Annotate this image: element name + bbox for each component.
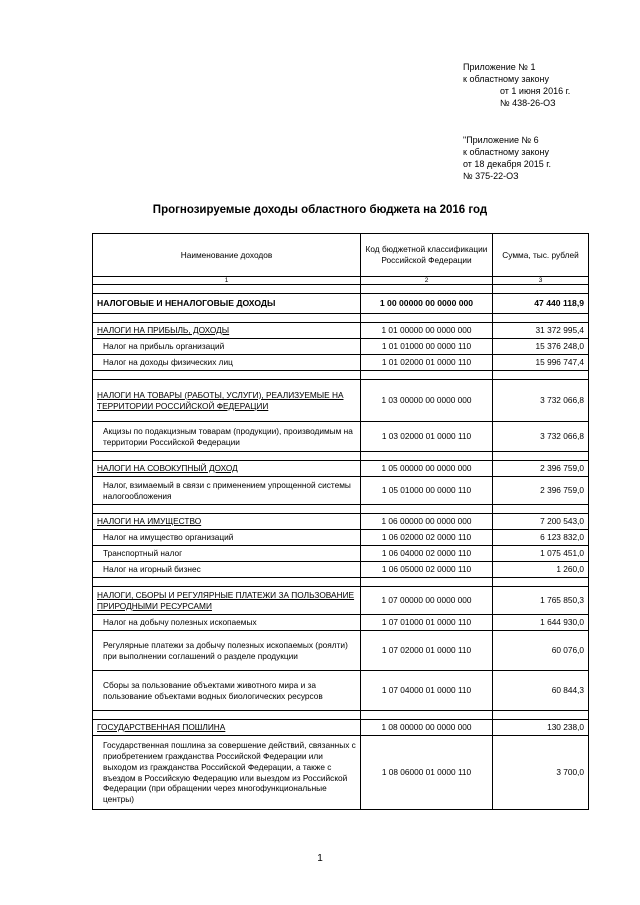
column-number: 3: [493, 277, 589, 285]
income-name: ГОСУДАРСТВЕННАЯ ПОШЛИНА: [93, 720, 361, 736]
income-sum: 15 376 248,0: [493, 339, 589, 355]
income-name: Налог на имущество организаций: [93, 530, 361, 546]
income-sum: 15 996 747,4: [493, 355, 589, 371]
spacer-row: [93, 452, 589, 461]
spacer-row: [93, 578, 589, 587]
income-sum: 7 200 543,0: [493, 514, 589, 530]
table-row: [93, 546, 589, 562]
appendix-header-original: [463, 134, 551, 182]
column-number: 2: [361, 277, 493, 285]
income-sum: 3 732 066,8: [493, 380, 589, 422]
table-row: [93, 461, 589, 477]
column-number: 1: [93, 277, 361, 285]
table-row: [93, 355, 589, 371]
table-row: [93, 422, 589, 452]
income-code: 1 07 04000 01 0000 110: [361, 671, 493, 711]
table-row: [93, 562, 589, 578]
table-header-row: [93, 234, 589, 277]
page-number: 1: [317, 853, 323, 864]
income-table: [92, 233, 589, 810]
spacer-row: [93, 505, 589, 514]
spacer-row: [93, 371, 589, 380]
income-name: НАЛОГИ НА ИМУЩЕСТВО: [93, 514, 361, 530]
header-line: от 1 июня 2016 г.: [500, 86, 571, 96]
income-name: НАЛОГИ НА ПРИБЫЛЬ, ДОХОДЫ: [93, 323, 361, 339]
spacer-row: [93, 285, 589, 294]
table-row: [93, 477, 589, 505]
table-row: [93, 671, 589, 711]
income-sum: 6 123 832,0: [493, 530, 589, 546]
income-name: Регулярные платежи за добычу полезных ископаемых (роялти) при выполнении соглашений о разделе продукции: [93, 631, 361, 671]
income-sum: 2 396 759,0: [493, 461, 589, 477]
column-number-row: [93, 277, 589, 285]
income-sum: 2 396 759,0: [493, 477, 589, 505]
income-name: НАЛОГИ, СБОРЫ И РЕГУЛЯРНЫЕ ПЛАТЕЖИ ЗА ПОЛЬЗОВАНИЕ ПРИРОДНЫМИ РЕСУРСАМИ: [93, 587, 361, 615]
income-code: 1 08 00000 00 0000 000: [361, 720, 493, 736]
income-name: Акцизы по подакцизным товарам (продукции), производимым на территории Российской Федерации: [93, 422, 361, 452]
income-code: 1 06 00000 00 0000 000: [361, 514, 493, 530]
income-name: НАЛОГИ НА СОВОКУПНЫЙ ДОХОД: [93, 461, 361, 477]
income-code: 1 03 02000 01 0000 110: [361, 422, 493, 452]
income-sum: 1 075 451,0: [493, 546, 589, 562]
header-line: № 438-26-ОЗ: [500, 98, 556, 108]
table-row: [93, 720, 589, 736]
income-code: 1 05 00000 00 0000 000: [361, 461, 493, 477]
column-header-sum: Сумма, тыс. рублей: [493, 234, 589, 277]
header-line: Приложение № 1: [463, 62, 536, 72]
income-code: 1 00 00000 00 0000 000: [361, 294, 493, 314]
header-line: к областному закону: [463, 147, 549, 157]
table-row: [93, 615, 589, 631]
appendix-header-current: [463, 61, 570, 109]
table-row: [93, 380, 589, 422]
income-name: Сборы за пользование объектами животного мира и за пользование объектами водных биологических ресурсов: [93, 671, 361, 711]
income-code: 1 03 00000 00 0000 000: [361, 380, 493, 422]
header-line: к областному закону: [463, 74, 549, 84]
income-code: 1 07 00000 00 0000 000: [361, 587, 493, 615]
table-row: [93, 339, 589, 355]
income-name: Транспортный налог: [93, 546, 361, 562]
column-header-name: Наименование доходов: [93, 234, 361, 277]
income-name: Государственная пошлина за совершение действий, связанных с приобретением гражданства Российской Федерации или выходом из гражданства Российской Федерации, а также с въездом в Российскую Федерацию или выездом из Российской Федерации (при обращении через многофункциональные центры): [93, 736, 361, 810]
income-name: Налог, взимаемый в связи с применением упрощенной системы налогообложения: [93, 477, 361, 505]
table-row: [93, 736, 589, 810]
table-row: [93, 323, 589, 339]
table-row: [93, 631, 589, 671]
header-line: № 375-22-ОЗ: [463, 171, 519, 181]
income-name: Налог на доходы физических лиц: [93, 355, 361, 371]
income-code: 1 08 06000 01 0000 110: [361, 736, 493, 810]
income-name: Налог на добычу полезных ископаемых: [93, 615, 361, 631]
income-name: НАЛОГИ НА ТОВАРЫ (РАБОТЫ, УСЛУГИ), РЕАЛИЗУЕМЫЕ НА ТЕРРИТОРИИ РОССИЙСКОЙ ФЕДЕРАЦИИ: [93, 380, 361, 422]
table-row: [93, 294, 589, 314]
income-code: 1 06 05000 02 0000 110: [361, 562, 493, 578]
income-sum: 1 644 930,0: [493, 615, 589, 631]
income-name: Налог на игорный бизнес: [93, 562, 361, 578]
document-title: Прогнозируемые доходы областного бюджета на 2016 год: [152, 204, 488, 216]
header-line: от 18 декабря 2015 г.: [463, 159, 551, 169]
income-code: 1 07 01000 01 0000 110: [361, 615, 493, 631]
income-name: НАЛОГОВЫЕ И НЕНАЛОГОВЫЕ ДОХОДЫ: [93, 294, 361, 314]
table-row: [93, 587, 589, 615]
income-code: 1 01 01000 00 0000 110: [361, 339, 493, 355]
income-sum: 3 732 066,8: [493, 422, 589, 452]
table-row: [93, 514, 589, 530]
income-code: 1 01 02000 01 0000 110: [361, 355, 493, 371]
spacer-row: [93, 314, 589, 323]
income-sum: 1 260,0: [493, 562, 589, 578]
spacer-row: [93, 711, 589, 720]
income-code: 1 07 02000 01 0000 110: [361, 631, 493, 671]
income-sum: 1 765 850,3: [493, 587, 589, 615]
income-sum: 60 844,3: [493, 671, 589, 711]
column-header-code: Код бюджетной классификации Российской Федерации: [361, 234, 493, 277]
income-sum: 130 238,0: [493, 720, 589, 736]
table-row: [93, 530, 589, 546]
income-sum: 60 076,0: [493, 631, 589, 671]
income-sum: 3 700,0: [493, 736, 589, 810]
header-line: "Приложение № 6: [463, 135, 539, 145]
income-code: 1 06 04000 02 0000 110: [361, 546, 493, 562]
income-name: Налог на прибыль организаций: [93, 339, 361, 355]
income-sum: 31 372 995,4: [493, 323, 589, 339]
income-code: 1 06 02000 02 0000 110: [361, 530, 493, 546]
income-sum: 47 440 118,9: [493, 294, 589, 314]
income-code: 1 01 00000 00 0000 000: [361, 323, 493, 339]
income-code: 1 05 01000 00 0000 110: [361, 477, 493, 505]
